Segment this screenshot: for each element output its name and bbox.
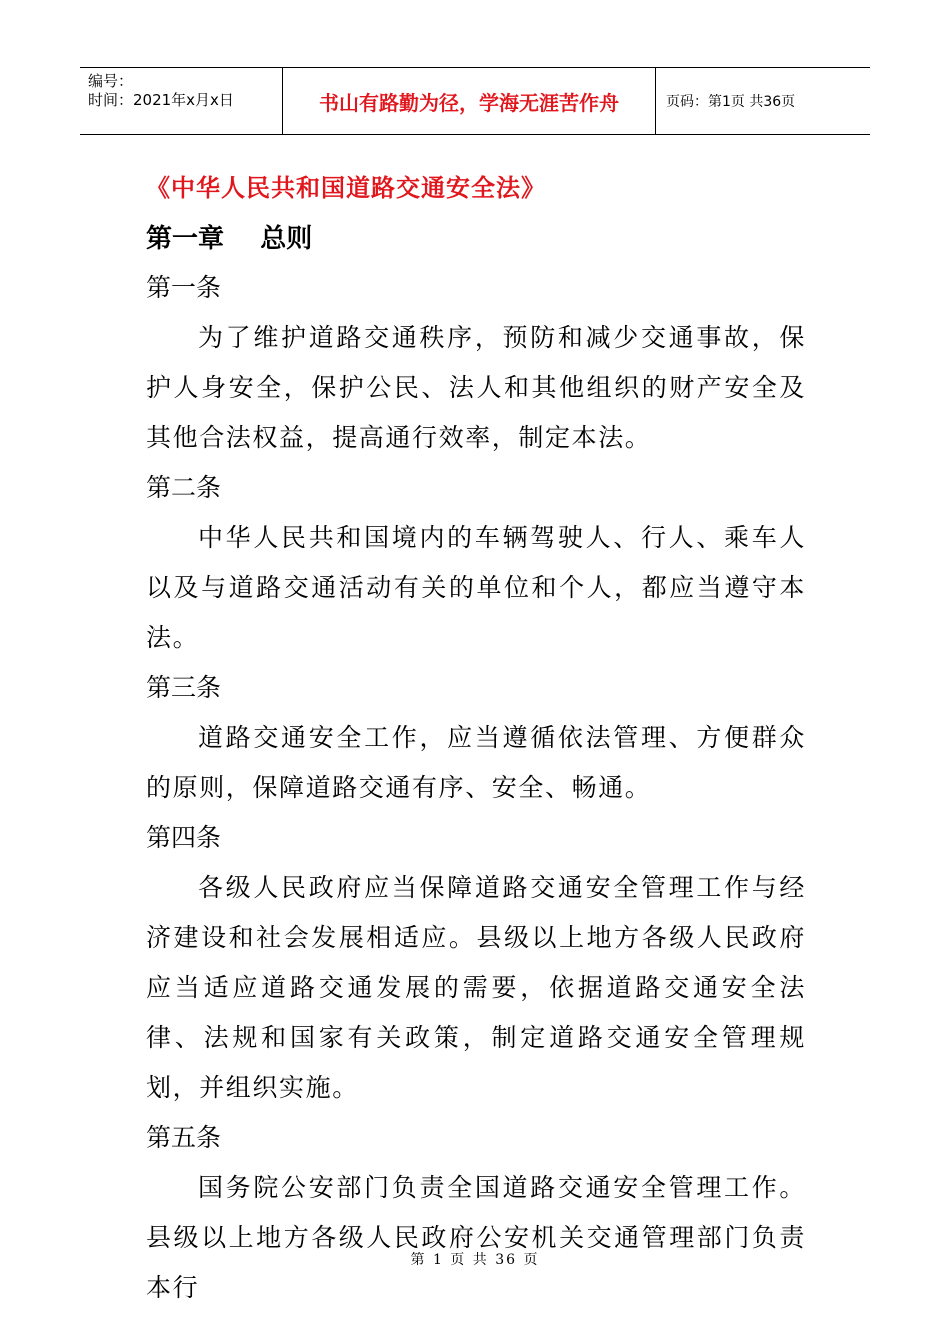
article-text: 国务院公安部门负责全国道路交通安全管理工作。县级以上地方各级人民政府公安机关交通管理部门负责本行 [146,1173,806,1302]
chapter-heading: 第一章 总则 [146,224,313,254]
header-page-info: 页码：第1页 共36页 [666,94,796,110]
article-label: 第二条 [146,473,222,502]
article-label: 第五条 [146,1123,222,1152]
number-label: 编号： [88,72,134,90]
page-footer: 第 1 页 共 36 页 [410,1252,540,1268]
article-text: 中华人民共和国境内的车辆驾驶人、行人、乘车人以及与道路交通活动有关的单位和个人，都应当遵守本法。 [146,523,806,652]
page-header [80,67,870,135]
article-text: 为了维护道路交通秩序，预防和减少交通事故，保护人身安全，保护公民、法人和其他组织的财产安全及其他合法权益，提高通行效率，制定本法。 [146,323,806,452]
header-meta [80,68,283,134]
time-label: 时间：2021年x月x日 [88,91,234,109]
article-text: 各级人民政府应当保障道路交通安全管理工作与经济建设和社会发展相适应。县级以上地方各级人民政府应当适应道路交通发展的需要，依据道路交通安全法律、法规和国家有关政策，制定道路交通安全管理规划，并组织实施。 [146,873,806,1102]
article-label: 第三条 [146,673,222,702]
article-label: 第一条 [146,273,222,302]
article-label: 第四条 [146,823,222,852]
document-body [146,263,806,1313]
article-text: 道路交通安全工作，应当遵循依法管理、方便群众的原则，保障道路交通有序、安全、畅通。 [146,723,806,802]
header-motto: 书山有路勤为径，学海无涯苦作舟 [283,68,656,134]
document-title: 《中华人民共和国道路交通安全法》 [146,174,546,202]
